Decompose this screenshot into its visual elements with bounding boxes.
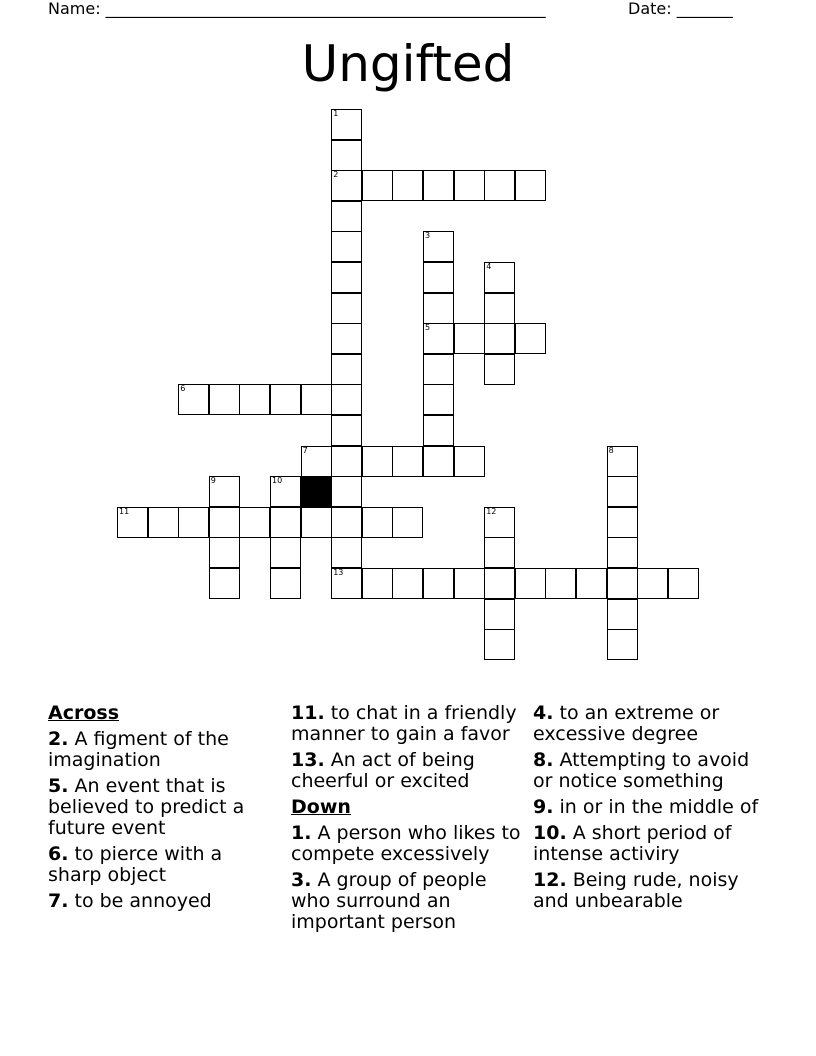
grid-cell[interactable] [484,354,515,385]
grid-cell[interactable] [423,293,454,324]
grid-cell[interactable] [423,354,454,385]
grid-cell[interactable] [423,231,454,262]
grid-cell[interactable] [362,568,393,599]
grid-cell[interactable] [423,170,454,201]
clues-column-2 [291,703,526,938]
clue-text: to be annoyed [68,890,212,912]
grid-cell[interactable] [515,568,546,599]
cell-number: 8 [608,445,614,455]
grid-cell[interactable] [423,568,454,599]
grid-cell[interactable] [392,568,423,599]
clue-text: A short period of intense activiry [533,822,732,865]
clue-item [533,750,773,792]
clues-column-3 [533,703,773,917]
grid-cell[interactable] [209,384,240,415]
grid-cell[interactable] [331,537,362,568]
grid-cell[interactable] [454,568,485,599]
cell-number: 9 [210,476,216,486]
grid-cell[interactable] [301,384,332,415]
cell-number: 6 [180,384,186,394]
clue-number: 7. [48,890,69,912]
clue-number: 2. [48,728,69,750]
clue-number: 12. [533,869,567,891]
grid-cell[interactable] [331,384,362,415]
grid-cell[interactable] [484,293,515,324]
grid-cell[interactable] [484,507,515,538]
grid-cell[interactable] [484,599,515,630]
grid-cell[interactable] [270,537,301,568]
grid-cell[interactable] [239,384,270,415]
clue-text: in or in the middle of [553,796,759,818]
grid-cell[interactable] [331,415,362,446]
clue-text: A figment of the imagination [48,728,229,771]
clue-text: to chat in a friendly manner to gain a favor [291,702,517,745]
grid-cell[interactable] [484,537,515,568]
grid-cell[interactable] [607,568,638,599]
grid-cell[interactable] [301,446,332,477]
cell-number: 12 [486,506,497,516]
grid-cell[interactable] [454,323,485,354]
grid-cell[interactable] [331,140,362,171]
grid-cell[interactable] [392,170,423,201]
puzzle-title: Ungifted [301,35,515,93]
grid-cell[interactable] [331,293,362,324]
clue-text: Being rude, noisy and unbearable [533,869,739,912]
clue-item [533,870,773,912]
cell-number: 13 [333,568,344,577]
clue-number: 3. [291,869,312,891]
grid-cell[interactable] [331,354,362,385]
grid-cell[interactable] [484,568,515,599]
clue-item [48,729,278,771]
grid-cell[interactable] [607,599,638,630]
grid-cell[interactable] [331,170,362,201]
grid-cell[interactable] [484,323,515,354]
grid-cell[interactable] [331,109,362,140]
clue-text: An event that is believed to predict a future event [48,775,245,839]
grid-cell[interactable] [270,568,301,599]
grid-cell[interactable] [484,262,515,293]
grid-cell[interactable] [270,384,301,415]
across-heading: Across [48,702,120,724]
cell-number: 3 [425,231,431,241]
grid-cell[interactable] [178,507,209,538]
grid-cell[interactable] [607,476,638,507]
grid-cell[interactable] [209,507,240,538]
grid-cell[interactable] [148,507,179,538]
name-field-line: Name: _______________________________________________________ [48,0,546,18]
grid-cell[interactable] [209,537,240,568]
grid-cell[interactable] [239,507,270,538]
grid-cell[interactable] [515,170,546,201]
cell-number: 2 [333,170,339,180]
grid-cell[interactable] [576,568,607,599]
down-heading: Down [291,796,351,818]
clue-text: A group of people who surround an important person [291,869,487,933]
clue-item [533,797,773,818]
grid-cell[interactable] [484,170,515,201]
grid-cell[interactable] [454,170,485,201]
clue-item [533,703,773,745]
grid-cell[interactable] [331,507,362,538]
cell-number: 4 [486,262,492,271]
cell-number: 1 [333,109,339,118]
grid-cell[interactable] [423,323,454,354]
grid-cell[interactable] [331,323,362,354]
clue-item [291,703,526,745]
clue-number: 5. [48,775,69,797]
clue-item [48,891,278,912]
clue-number: 10. [533,822,567,844]
grid-cell[interactable] [423,446,454,477]
clue-item [533,823,773,865]
grid-cell[interactable] [392,507,423,538]
grid-cell[interactable] [423,415,454,446]
clue-number: 11. [291,702,325,724]
clue-item [291,750,526,792]
grid-cell[interactable] [331,476,362,507]
grid-cell[interactable] [637,568,668,599]
black-cell [301,476,332,507]
clue-number: 4. [533,702,554,724]
grid-cell[interactable] [454,446,485,477]
clue-text: A person who likes to compete excessively [291,822,521,865]
grid-cell[interactable] [362,446,393,477]
grid-cell[interactable] [270,476,301,507]
clue-text: to pierce with a sharp object [48,843,223,886]
clue-text: Attempting to avoid or notice something [533,749,750,792]
clue-item [48,776,278,839]
grid-cell[interactable] [331,201,362,232]
grid-cell[interactable] [209,568,240,599]
grid-cell[interactable] [362,170,393,201]
grid-cell[interactable] [331,446,362,477]
clues-column-1 [48,703,278,917]
grid-cell[interactable] [331,262,362,293]
clue-number: 1. [291,822,312,844]
grid-cell[interactable] [270,507,301,538]
grid-cell[interactable] [117,507,148,538]
grid-cell[interactable] [545,568,576,599]
grid-cell[interactable] [484,629,515,660]
grid-cell[interactable] [362,507,393,538]
grid-cell[interactable] [668,568,699,599]
grid-cell[interactable] [607,446,638,477]
grid-cell[interactable] [515,323,546,354]
grid-cell[interactable] [331,568,362,599]
grid-cell[interactable] [607,507,638,538]
clue-number: 6. [48,843,69,865]
clue-item [48,844,278,886]
clue-number: 13. [291,749,325,771]
cell-number: 10 [272,476,283,486]
grid-cell[interactable] [423,262,454,293]
grid-cell[interactable] [607,537,638,568]
grid-cell[interactable] [301,507,332,538]
clue-text: An act of being cheerful or excited [291,749,475,792]
grid-cell[interactable] [607,629,638,660]
clue-item [291,823,526,865]
cell-number: 7 [302,445,308,455]
grid-cell[interactable] [423,384,454,415]
cell-number: 11 [119,506,130,516]
grid-cell[interactable] [209,476,240,507]
clue-text: to an extreme or excessive degree [533,702,720,745]
clue-number: 8. [533,749,554,771]
cell-number: 5 [425,323,431,333]
grid-cell[interactable] [178,384,209,415]
grid-cell[interactable] [331,231,362,262]
grid-cell[interactable] [392,446,423,477]
clue-number: 9. [533,796,554,818]
date-field-line: Date: _______ [628,0,733,18]
clue-item [291,870,526,933]
